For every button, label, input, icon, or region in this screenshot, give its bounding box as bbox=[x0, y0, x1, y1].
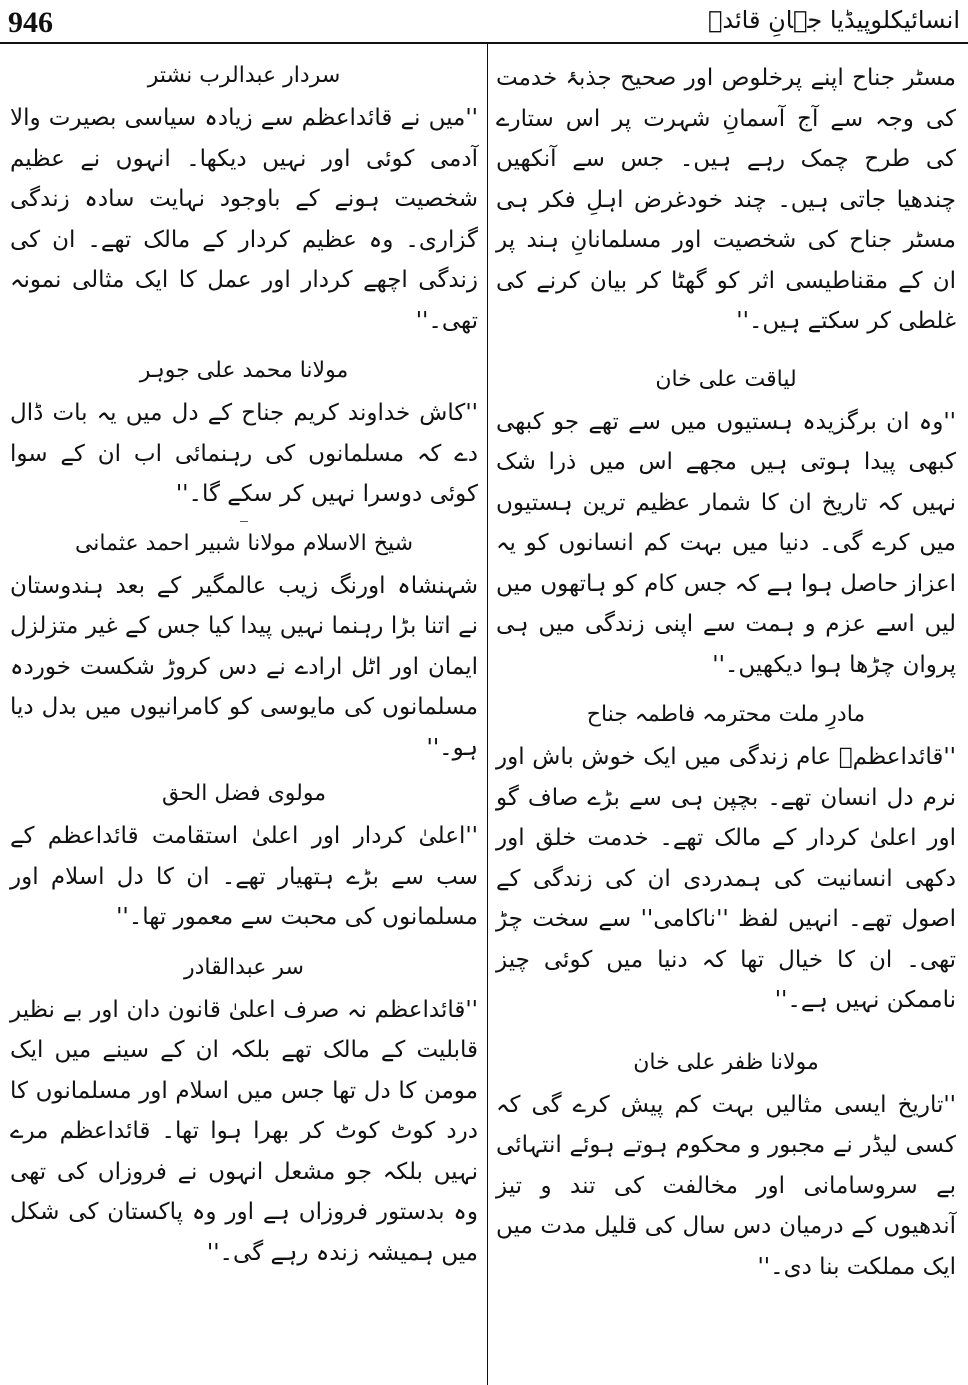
left-column bbox=[4, 52, 484, 1385]
quote-paragraph: ''قائداعظم نہ صرف اعلیٰ قانون دان اور بے نظیر قابلیت کے مالک تھے بلکہ ان کے سینے میں ایک مومن کا دل تھا جس میں اسلام اور مسلمانوں کا درد کوٹ کوٹ کر بھرا ہوا تھا۔ قائداعظم مرے نہیں بلکہ جو مشعل انہوں نے فروزاں کی تھی وہ بدستور فروزاں ہے اور وہ پاکستان کی شکل میں ہمیشہ زندہ رہے گی۔'' bbox=[10, 996, 478, 1266]
header-rule bbox=[0, 42, 968, 44]
book-title: انسائیکلوپیڈیا جہانِ قائدؒ bbox=[708, 6, 960, 34]
speaker-heading: مادرِ ملت محترمہ فاطمہ جناح bbox=[586, 702, 866, 727]
quote-paragraph: ''قائداعظمؒ عام زندگی میں ایک خوش باش اور نرم دل انسان تھے۔ بچپن ہی سے بڑے صاف گو اور اعلیٰ کردار کے مالک تھے۔ خدمت خلق اور دکھی انسانیت کی ہمدردی ان کی زندگی کے اصول تھے۔ انہیں لفظ ''ناکامی'' سے سخت چڑ تھی۔ ان کا خیال تھا کہ دنیا میں کوئی چیز ناممکن نہیں ہے۔'' bbox=[496, 744, 956, 1013]
separator-mark bbox=[240, 521, 248, 522]
speaker-heading: مولوی فضل الحق bbox=[161, 781, 327, 806]
quote-paragraph: ''میں نے قائداعظم سے زیادہ سیاسی بصیرت والا آدمی کوئی اور نہیں دیکھا۔ انہوں نے عظیم شخصیت ہونے کے باوجود نہایت سادہ زندگی گزاری۔ وہ عظیم کردار کے مالک تھے۔ ان کی زندگی اچھے کردار اور عمل کا ایک مثالی نمونہ تھی۔'' bbox=[10, 105, 478, 334]
quote-paragraph: ''تاریخ ایسی مثالیں بہت کم پیش کرے گی کہ کسی لیڈر نے مجبور و محکوم ہوتے ہوئے انتہائی بے سروسامانی اور مخالفت کی تند و تیز آندھیوں کے درمیان دس سال کی قلیل مدت میں ایک مملکت بنا دی۔'' bbox=[496, 1091, 956, 1280]
speaker-heading: سر عبدالقادر bbox=[184, 954, 304, 980]
speaker-heading: شیخ الاسلام مولانا شبیر احمد عثمانی bbox=[74, 530, 414, 556]
quote-paragraph: ''وہ ان برگزیدہ ہستیوں میں سے تھے جو کبھی کبھی پیدا ہوتی ہیں مجھے اس میں ذرا شک نہیں کہ تاریخ ان کا شمار عظیم ترین ہستیوں میں کرے گی۔ دنیا میں بہت کم انسانوں کو یہ اعزاز حاصل ہوا ہے کہ جس کام کو ہاتھوں میں لیں اسے عزم و ہمت سے اپنی زندگی میں ہی پروان چڑھا ہوا دیکھیں۔'' bbox=[496, 408, 956, 678]
page-number: 946 bbox=[8, 6, 53, 39]
speaker-heading: مولانا ظفر علی خان bbox=[633, 1049, 819, 1075]
intro-paragraph: مسٹر جناح اپنے پرخلوص اور صحیح جذبۂ خدمت کی وجہ سے آج آسمانِ شہرت پر اس ستارے کی طرح چمک رہے ہیں۔ جس سے آنکھیں چندھیا جاتی ہیں۔ چند خودغرض اہلِ فکر ہی مسٹر جناح کی شخصیت اور مسلمانانِ ہند پر ان کے مقناطیسی اثر کو گھٹا کر بیان کرنے کی غلطی کر سکتے ہیں۔'' bbox=[496, 65, 956, 334]
speaker-heading: لیاقت علی خان bbox=[655, 366, 797, 392]
column-divider bbox=[487, 44, 488, 1385]
quote-paragraph: ''اعلیٰ کردار اور اعلیٰ استقامت قائداعظم کے سب سے بڑے ہتھیار تھے۔ ان کا دل اسلام اور مسلمانوں کی محبت سے معمور تھا۔'' bbox=[10, 823, 478, 930]
right-column bbox=[490, 52, 962, 1385]
page-header bbox=[0, 0, 968, 44]
quote-paragraph: ''کاش خداوند کریم جناح کے دل میں یہ بات ڈال دے کہ مسلمانوں کی رہنمائی اب ان کے سوا کوئی دوسرا نہیں کر سکے گا۔'' bbox=[10, 400, 478, 507]
quote-paragraph: شہنشاہ اورنگ زیب عالمگیر کے بعد ہندوستان نے اتنا بڑا رہنما نہیں پیدا کیا جس کے غیر متزلزل ایمان اور اٹل ارادے نے دس کروڑ شکست خوردہ مسلمانوں کی مایوسی کو کامرانیوں میں بدل دیا ہو۔'' bbox=[10, 572, 478, 761]
speaker-heading: سردار عبدالرب نشتر bbox=[147, 63, 341, 88]
speaker-heading: مولانا محمد علی جوہر bbox=[139, 358, 349, 383]
